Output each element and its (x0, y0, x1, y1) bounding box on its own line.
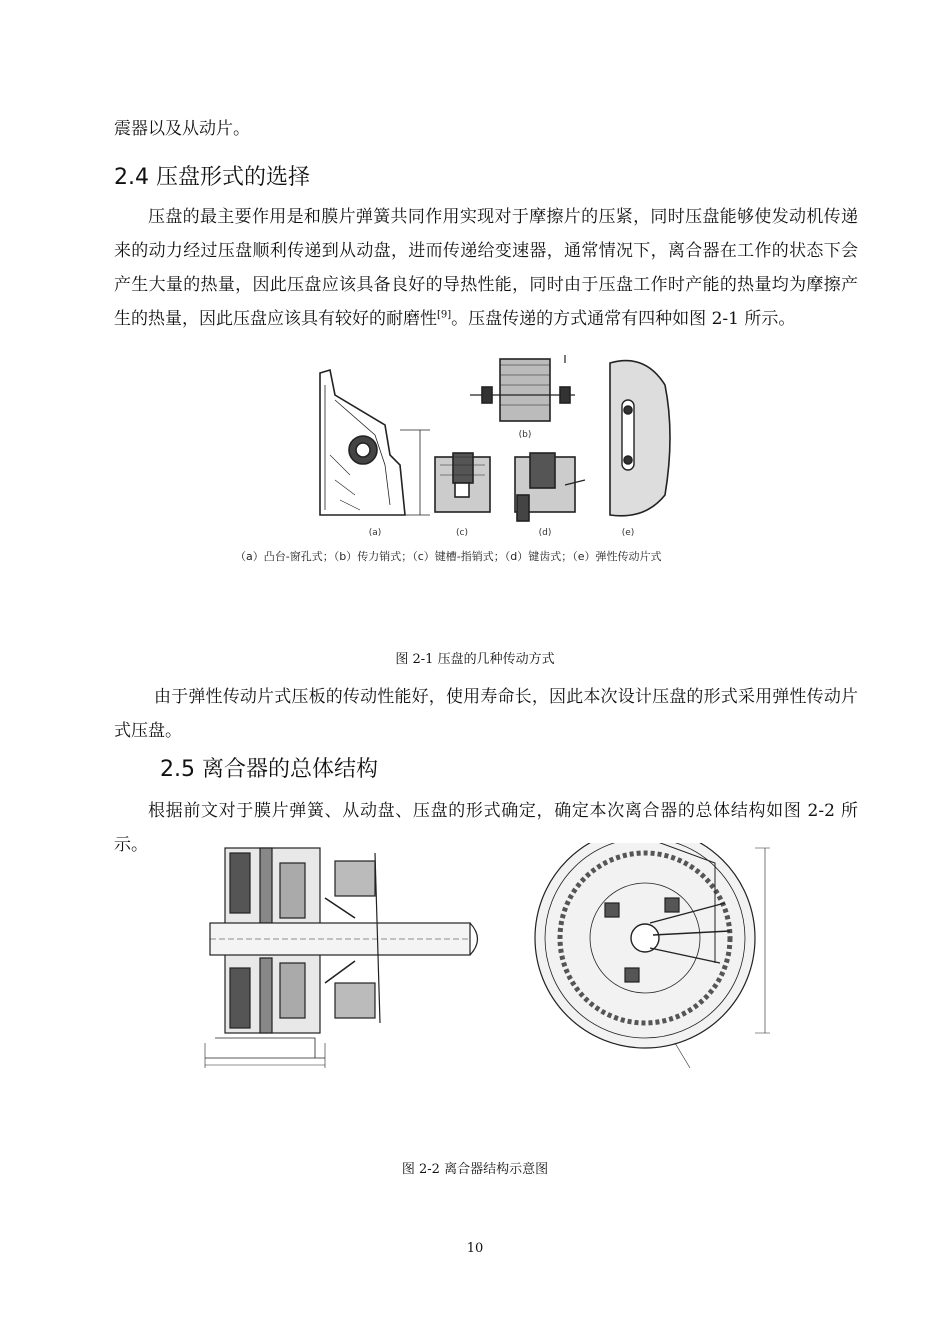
fig1-label-d: (d) (538, 528, 552, 538)
drawing-d (515, 453, 585, 521)
fig1-label-a: (a) (368, 528, 382, 538)
clutch-cross-section (205, 848, 478, 1068)
figure-2-2-caption: 图 2-2 离合器结构示意图 (401, 1162, 549, 1177)
figure-2-2 (195, 843, 780, 1078)
section-heading-2-4: 2.4 压盘形式的选择 (114, 165, 310, 190)
drawing-e (610, 361, 670, 516)
fig1-label-e: (e) (621, 528, 635, 538)
section-2-4-paragraph-1 (114, 200, 858, 336)
figure-2-1-drawing (225, 355, 745, 570)
section-2-4-paragraph-2: 由于弹性传动片式压板的传动性能好，使用寿命长，因此本次设计压盘的形式采用弹性传动片式压盘。 (114, 687, 858, 741)
continuation-text: 震器以及从动片。 (114, 119, 250, 139)
citation-ref[interactable]: [9] (437, 309, 452, 321)
clutch-front-view (535, 843, 770, 1068)
figure-2-1-legend: （a）凸台-窗孔式；（b）传力销式；（c）键槽-指销式；（d）键齿式；（e）弹性传动片式 (235, 550, 662, 563)
fig1-label-c: (c) (456, 528, 468, 538)
drawing-b (470, 355, 575, 421)
para-text: 压盘的最主要作用是和膜片弹簧共同作用实现对于摩擦片的压紧，同时压盘能够使发动机传递来的动力经过压盘顺利传递到从动盘，进而传递给变速器，通常情况下，离合器在工作的状态下会产生大量的热量，因此压盘应该具备良好的导热性能，同时由于压盘工作时产能的热量均为摩擦产生的热量，因此压盘应该具有较好的耐磨性 (114, 207, 858, 329)
page-number: 10 (466, 1241, 484, 1256)
figure-2-1-caption: 图 2-1 压盘的几种传动方式 (395, 652, 555, 667)
drawing-a (320, 370, 430, 515)
section-heading-2-5: 2.5 离合器的总体结构 (160, 757, 378, 782)
figure-2-1 (225, 355, 745, 570)
para-text-tail: 。压盘传递的方式通常有四种如图 2-1 所示。 (451, 309, 796, 329)
section-2-5-paragraph-1: 根据前文对于膜片弹簧、从动盘、压盘的形式确定，确定本次离合器的总体结构如图 2-2 所示。 (114, 801, 858, 855)
figure-2-2-drawing (195, 843, 780, 1078)
fig1-label-b: (b) (518, 430, 532, 440)
drawing-c (435, 453, 490, 512)
